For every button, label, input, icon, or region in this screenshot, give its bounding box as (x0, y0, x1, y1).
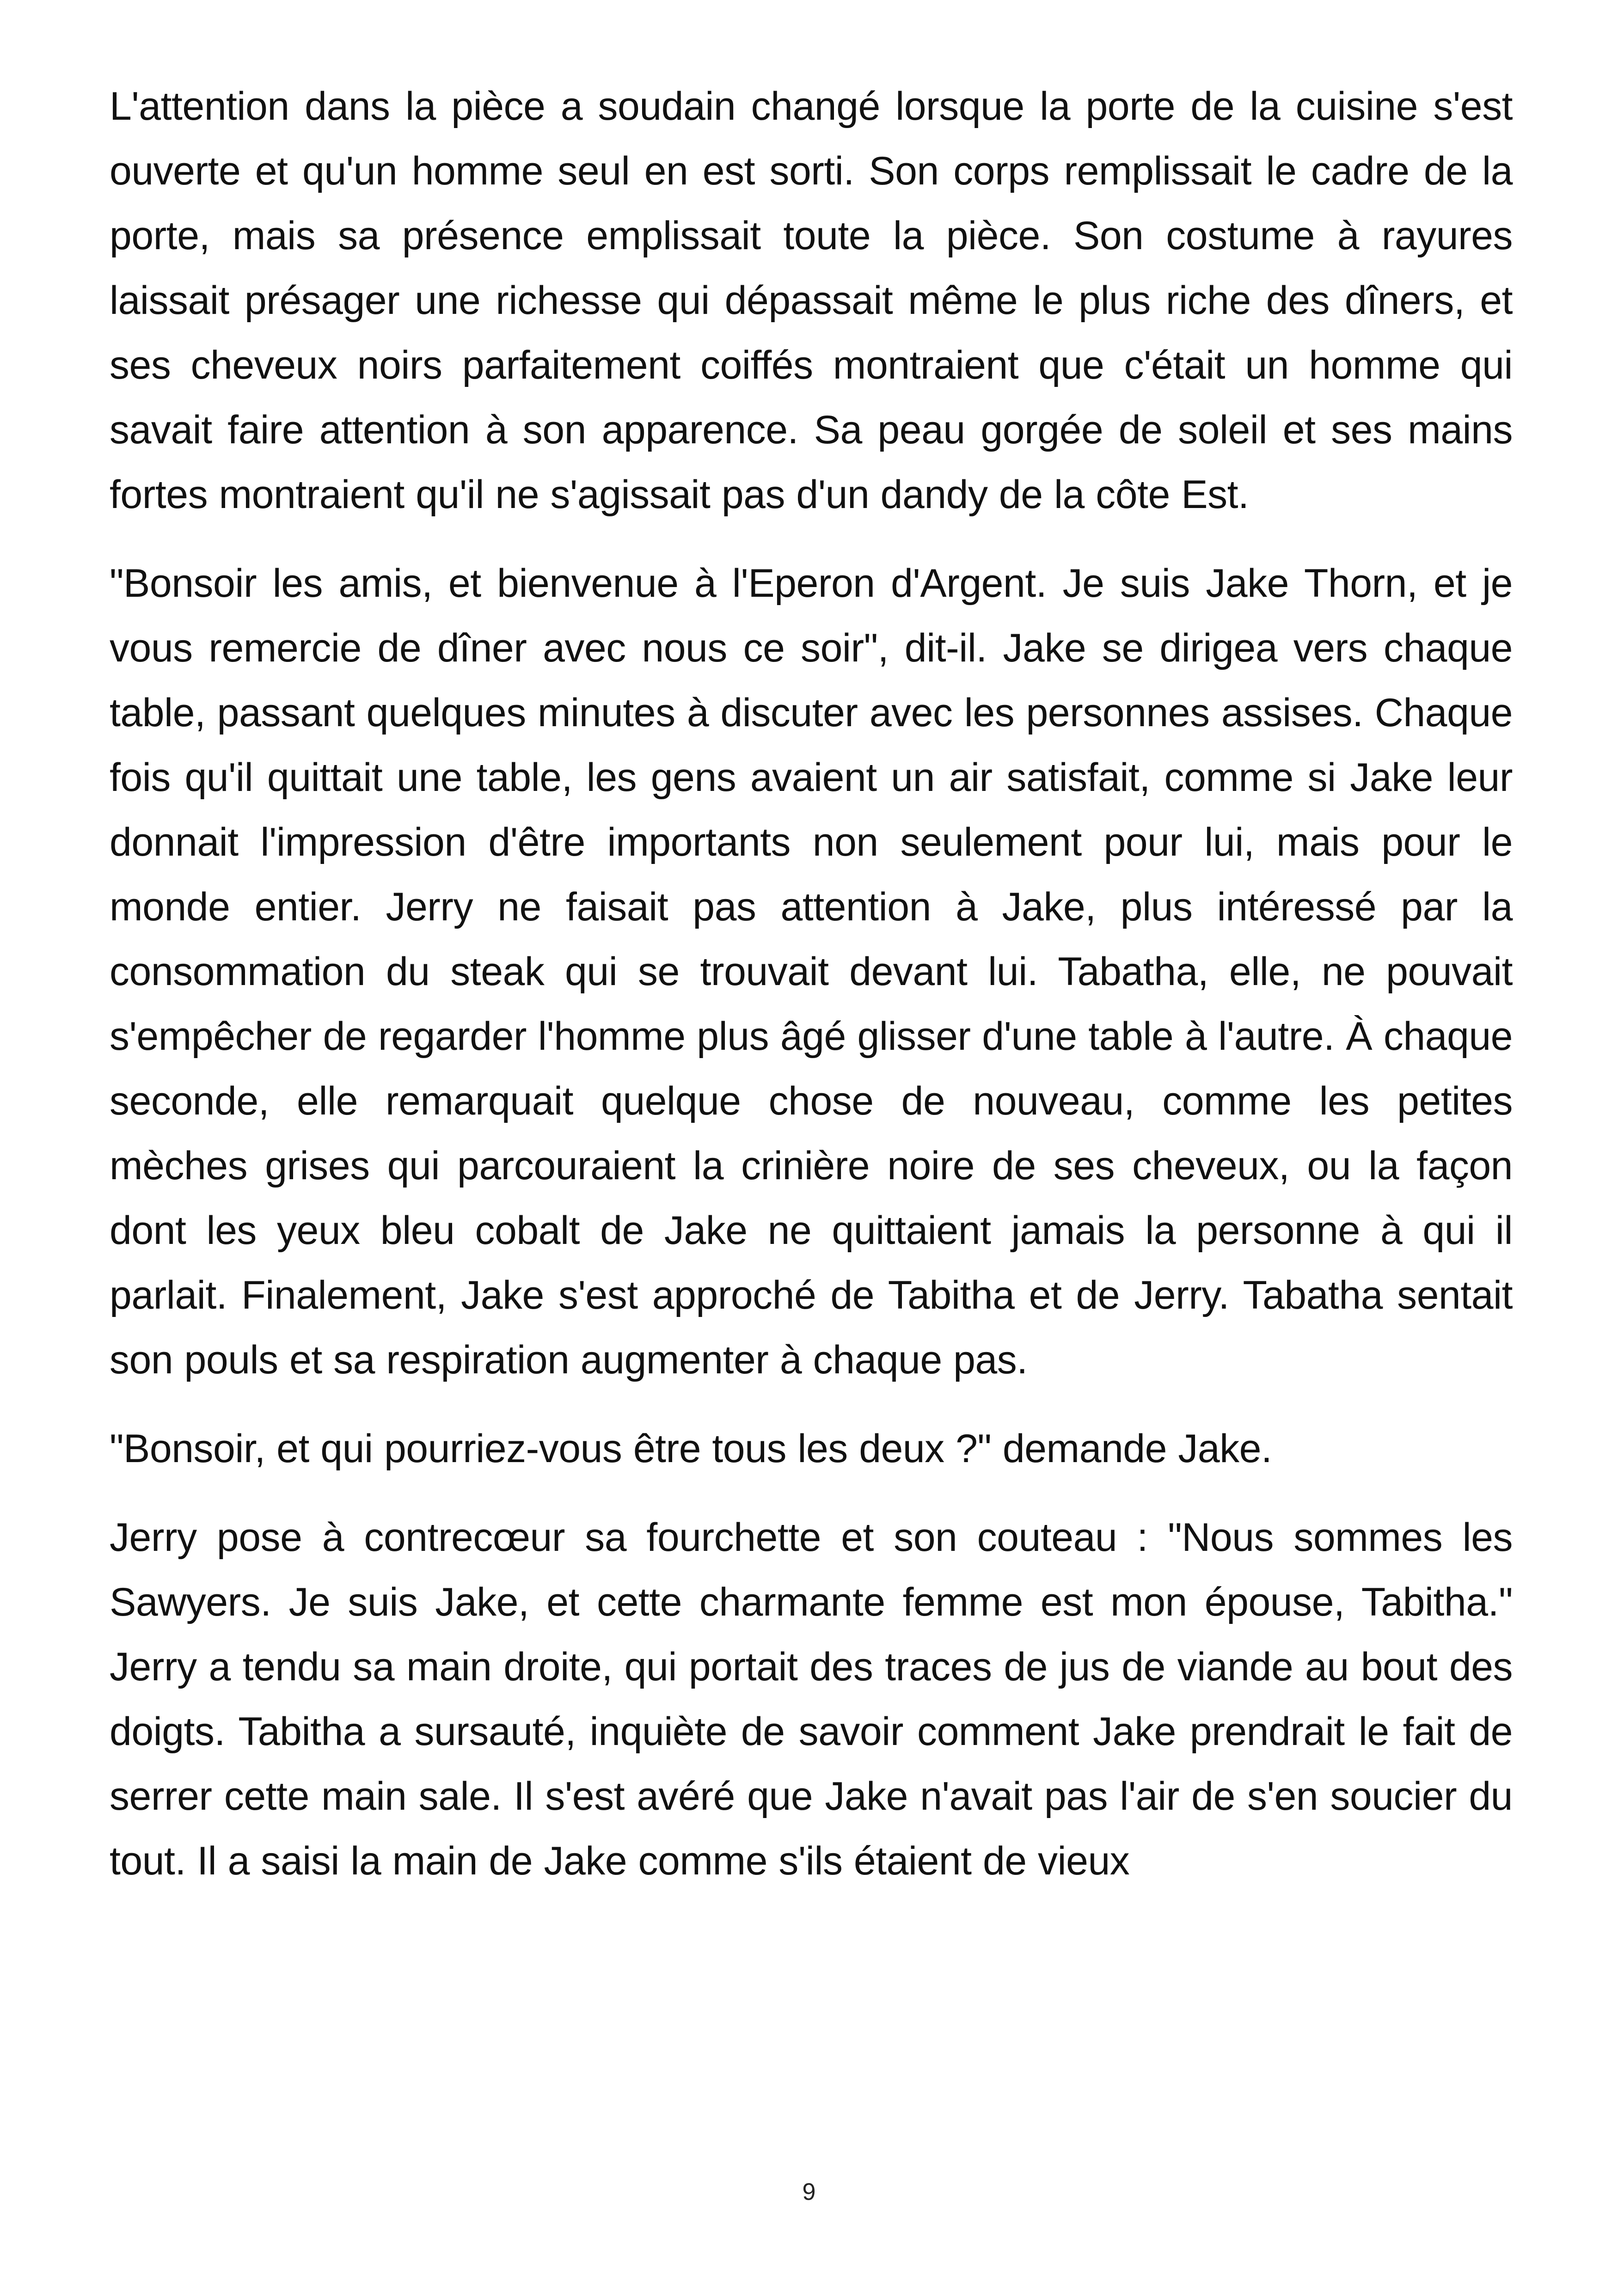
paragraph-1: L'attention dans la pièce a soudain changé lorsque la porte de la cuisine s'est ouverte et qu'un homme seul en est sorti. Son corps remplissait le cadre de la porte, mais sa présence emplissait toute la pièce. Son costume à rayures laissait présager une richesse qui dépassait même le plus riche des dîners, et ses cheveux noirs parfaitement coiffés montraient que c'était un homme qui savait faire attention à son apparence. Sa peau gorgée de soleil et ses mains fortes montraient qu'il ne s'agissait pas d'un dandy de la côte Est. (110, 84, 1513, 517)
paragraph-3: "Bonsoir, et qui pourriez-vous être tous les deux ?" demande Jake. (110, 1427, 1272, 1471)
body-text (110, 74, 1513, 1893)
page-number: 9 (802, 2179, 816, 2205)
paragraph-spacer (110, 1481, 1513, 1505)
paragraph-spacer (110, 1392, 1513, 1416)
paragraph-4: Jerry pose à contrecœur sa fourchette et son couteau : "Nous sommes les Sawyers. Je suis Jake, et cette charmante femme est mon épouse, Tabitha." Jerry a tendu sa main droite, qui portait des traces de jus de viande au bout des doigts. Tabitha a sursauté, inquiète de savoir comment Jake prendrait le fait de serrer cette main sale. Il s'est avéré que Jake n'avait pas l'air de s'en soucier du tout. Il a saisi la main de Jake comme s'ils étaient de vieux (110, 1515, 1513, 1883)
paragraph-2: "Bonsoir les amis, et bienvenue à l'Eperon d'Argent. Je suis Jake Thorn, et je vous remercie de dîner avec nous ce soir", dit-il. Jake se dirigea vers chaque table, passant quelques minutes à discuter avec les personnes assises. Chaque fois qu'il quittait une table, les gens avaient un air satisfait, comme si Jake leur donnait l'impression d'être importants non seulement pour lui, mais pour le monde entier. Jerry ne faisait pas attention à Jake, plus intéressé par la consommation du steak qui se trouvait devant lui. Tabatha, elle, ne pouvait s'empêcher de regarder l'homme plus âgé glisser d'une table à l'autre. À chaque seconde, elle remarquait quelque chose de nouveau, comme les petites mèches grises qui parcouraient la crinière noire de ses cheveux, ou la façon dont les yeux bleu cobalt de Jake ne quittaient jamais la personne à qui il parlait. Finalement, Jake s'est approché de Tabitha et de Jerry. Tabatha sentait son pouls et sa respiration augmenter à chaque pas. (110, 561, 1513, 1382)
paragraph-spacer (110, 527, 1513, 551)
